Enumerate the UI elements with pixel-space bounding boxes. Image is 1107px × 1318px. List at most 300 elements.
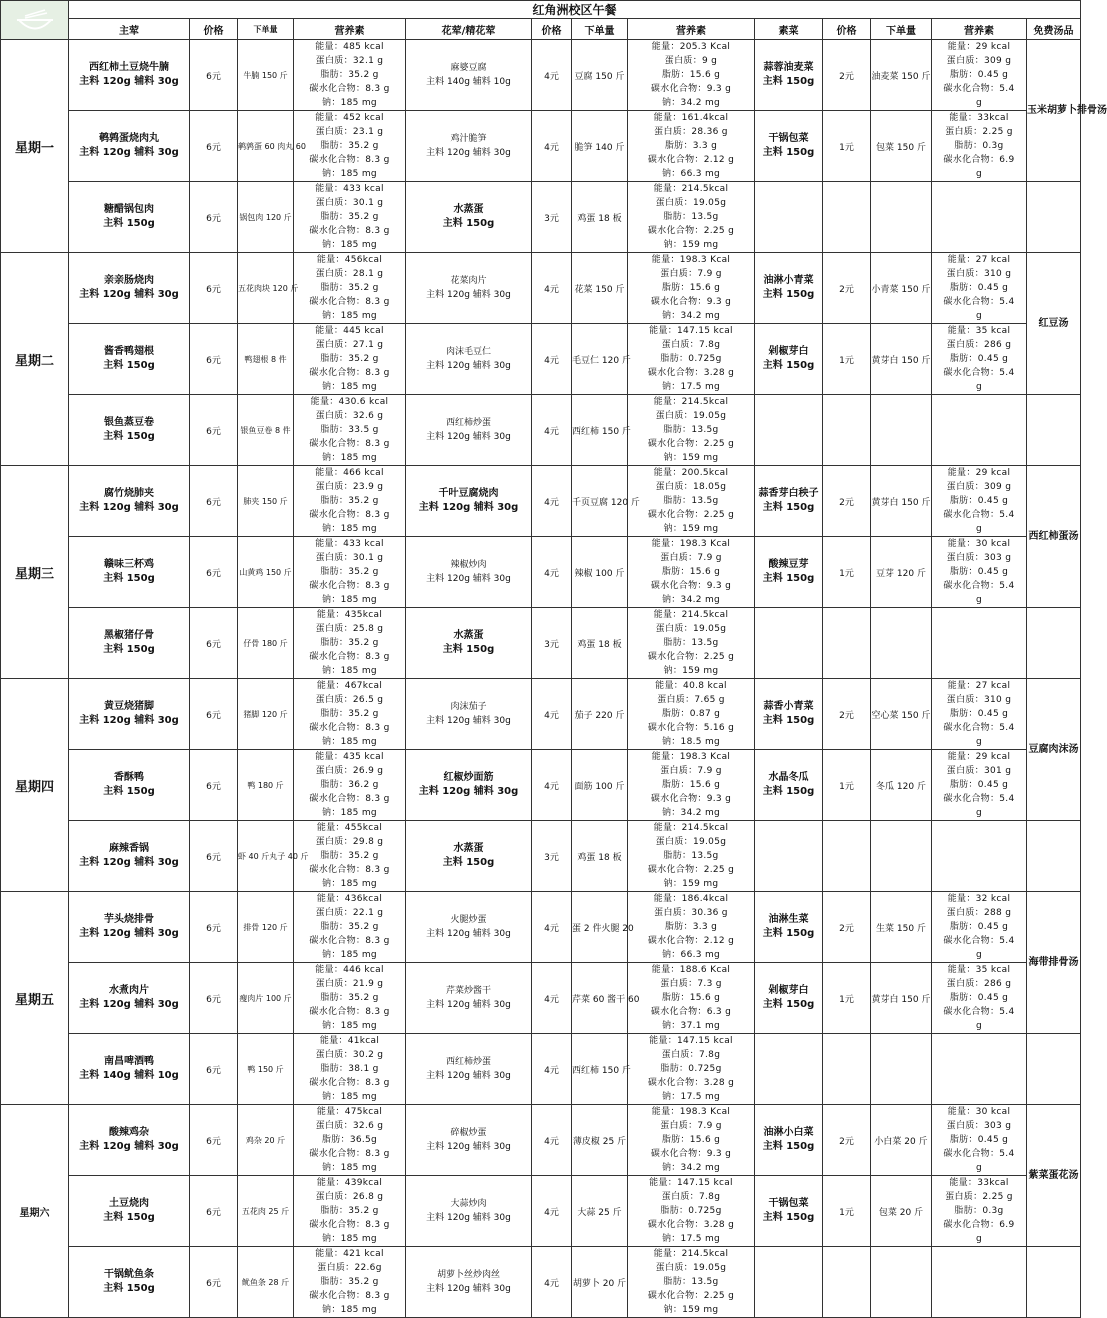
nutrition-line: 脂肪：35.2 g	[320, 354, 379, 364]
main-nutrition	[294, 537, 406, 608]
dish-portion: 主料 150g	[762, 786, 815, 797]
nutrition-line: 碳水化合物：2.25 g	[647, 226, 735, 236]
dish-name: 腐竹烧肺夹	[104, 488, 154, 499]
main-order-qty: 锅包肉 120 斤	[238, 182, 294, 253]
table-row	[1, 963, 1081, 1034]
side-price: 4元	[532, 963, 572, 1034]
side-dish	[406, 679, 532, 750]
table-row	[1, 608, 1081, 679]
veg-nutrition	[932, 324, 1027, 395]
free-soup-empty	[1027, 1034, 1081, 1105]
nutrition-line: 钠：159 mg	[663, 240, 719, 250]
dish-portion: 主料 120g 辅料 30g	[426, 432, 511, 442]
main-dish	[69, 182, 190, 253]
side-price: 3元	[532, 821, 572, 892]
main-nutrition	[294, 750, 406, 821]
nutrition-line: 脂肪：15.6 g	[661, 70, 721, 80]
main-nutrition	[294, 608, 406, 679]
veg-order-qty: 黄芽白 150 斤	[871, 963, 932, 1034]
nutrition-line: g	[975, 1234, 982, 1244]
nutrition-line: 钠：18.5 mg	[661, 737, 721, 747]
nutrition-line: 钠：159 mg	[663, 453, 719, 463]
nutrition-line: 脂肪：0.45 g	[949, 567, 1009, 577]
veg-price: 1元	[823, 750, 871, 821]
side-dish	[406, 537, 532, 608]
main-order-qty: 鸡杂 20 斤	[238, 1105, 294, 1176]
nutrition-line: 脂肪：0.45 g	[949, 780, 1009, 790]
veg-nutrition	[932, 608, 1027, 679]
dish-name: 西红柿炒蛋	[445, 418, 491, 428]
side-order-qty: 薄皮椒 25 斤	[572, 1105, 628, 1176]
main-price: 6元	[190, 1034, 238, 1105]
main-nutrition	[294, 1034, 406, 1105]
nutrition-line: 蛋白质：32.6 g	[315, 411, 384, 421]
nutrition-line: 钠：66.3 mg	[661, 169, 721, 179]
free-soup: 豆腐肉沫汤	[1027, 679, 1081, 821]
veg-nutrition	[932, 750, 1027, 821]
veg-price: 2元	[823, 892, 871, 963]
nutrition-line: 蛋白质：7.8g	[661, 1192, 721, 1202]
main-order-qty: 山黄鸡 150 斤	[238, 537, 294, 608]
dish-name: 蒜香芽白秧子	[758, 488, 819, 499]
side-price: 4元	[532, 892, 572, 963]
dish-portion: 主料 150g	[103, 218, 155, 229]
nutrition-line: 脂肪：0.45 g	[949, 354, 1009, 364]
nutrition-line: g	[975, 595, 982, 605]
main-price: 6元	[190, 821, 238, 892]
nutrition-line: 碳水化合物：3.28 g	[647, 1220, 735, 1230]
dish-portion: 主料 120g 辅料 30g	[426, 574, 511, 584]
side-order-qty: 面筋 100 斤	[572, 750, 628, 821]
veg-price: 1元	[823, 324, 871, 395]
veg-nutrition	[932, 892, 1027, 963]
nutrition-line: 能量：205.3 Kcal	[651, 42, 731, 52]
side-order-qty: 胡萝卜 20 斤	[572, 1247, 628, 1318]
dish-name: 辣椒炒肉	[450, 560, 487, 570]
dish-name: 赣味三杯鸡	[104, 559, 154, 570]
veg-price: 2元	[823, 1105, 871, 1176]
nutrition-line: 蛋白质：25.8 g	[315, 624, 384, 634]
nutrition-line: 蛋白质：28.36 g	[654, 127, 728, 137]
side-nutrition	[628, 111, 755, 182]
dish-name: 火腿炒蛋	[450, 915, 487, 925]
dish-portion: 主料 120g 辅料 30g	[79, 999, 179, 1010]
nutrition-line: 蛋白质：2.25 g	[945, 1192, 1013, 1202]
table-row	[1, 40, 1081, 111]
nutrition-line: 蛋白质：286 g	[946, 979, 1012, 989]
nutrition-line: 能量：188.6 Kcal	[651, 965, 731, 975]
nutrition-line: 蛋白质：30.1 g	[315, 553, 384, 563]
nutrition-line: 蛋白质：32.1 g	[315, 56, 384, 66]
nutrition-line: 能量：147.15 kcal	[649, 1036, 733, 1046]
nutrition-line: 脂肪：35.2 g	[320, 70, 379, 80]
nutrition-line: 蛋白质：7.9 g	[660, 553, 722, 563]
nutrition-line: 碳水化合物：8.3 g	[309, 155, 390, 165]
nutrition-line: 能量：466 kcal	[315, 468, 384, 478]
header-nutrition: 营养素	[294, 19, 406, 40]
day-label: 星期六	[1, 1105, 69, 1318]
dish-name: 西红柿土豆烧牛腩	[89, 62, 169, 73]
side-nutrition	[628, 750, 755, 821]
table-row	[1, 1105, 1081, 1176]
nutrition-line: 能量：467kcal	[316, 681, 383, 691]
main-order-qty: 鸭 180 斤	[238, 750, 294, 821]
dish-portion: 主料 120g 辅料 30g	[418, 786, 519, 797]
dish-name: 剁椒芽白	[768, 985, 809, 996]
side-nutrition	[628, 892, 755, 963]
nutrition-line: 蛋白质：29.8 g	[315, 837, 384, 847]
header-nutrition: 营养素	[932, 19, 1027, 40]
main-dish	[69, 395, 190, 466]
main-nutrition	[294, 40, 406, 111]
side-order-qty: 鸡蛋 18 板	[572, 182, 628, 253]
veg-dish	[755, 395, 823, 466]
nutrition-line: 碳水化合物：8.3 g	[309, 226, 390, 236]
nutrition-line: 钠：185 mg	[322, 1234, 377, 1244]
dish-portion: 主料 120g 辅料 30g	[426, 929, 511, 939]
nutrition-line: g	[975, 524, 982, 534]
main-order-qty: 鸭翅根 8 件	[238, 324, 294, 395]
nutrition-line: 能量：456kcal	[316, 255, 383, 265]
nutrition-line: 碳水化合物：6.9	[943, 1220, 1015, 1230]
main-price: 6元	[190, 182, 238, 253]
nutrition-line: 蛋白质：7.9 g	[660, 269, 722, 279]
nutrition-line: 能量：475kcal	[316, 1107, 383, 1117]
header-nutrition: 营养素	[628, 19, 755, 40]
main-price: 6元	[190, 679, 238, 750]
dish-name: 肉沫茄子	[450, 702, 487, 712]
veg-order-qty: 包菜 150 斤	[871, 111, 932, 182]
side-order-qty: 茄子 220 斤	[572, 679, 628, 750]
table-row	[1, 537, 1081, 608]
nutrition-line: 碳水化合物：9.3 g	[650, 794, 732, 804]
header-price: 价格	[190, 19, 238, 40]
side-price: 4元	[532, 679, 572, 750]
veg-dish	[755, 466, 823, 537]
nutrition-line: 蛋白质：21.9 g	[315, 979, 384, 989]
nutrition-line: 能量：452 kcal	[315, 113, 384, 123]
nutrition-line: 能量：435 kcal	[315, 752, 384, 762]
nutrition-line: 蛋白质：19.05g	[655, 411, 727, 421]
nutrition-line: 能量：27 kcal	[947, 681, 1011, 691]
dish-name: 麻婆豆腐	[450, 63, 487, 73]
dish-portion: 主料 150g	[762, 1141, 815, 1152]
veg-order-qty	[871, 395, 932, 466]
dish-name: 鹌鹑蛋烧肉丸	[99, 133, 159, 144]
nutrition-line: 能量：147.15 kcal	[649, 1178, 733, 1188]
nutrition-line: 能量：455kcal	[316, 823, 383, 833]
nutrition-line: 脂肪：0.3g	[954, 141, 1004, 151]
dish-portion: 主料 150g	[762, 715, 815, 726]
main-order-qty: 排骨 120 斤	[238, 892, 294, 963]
main-nutrition	[294, 1176, 406, 1247]
dish-name: 花菜肉片	[450, 276, 487, 286]
nutrition-line: 能量：35 kcal	[947, 326, 1011, 336]
side-nutrition	[628, 253, 755, 324]
side-order-qty: 蛋 2 件火腿 20	[572, 892, 628, 963]
main-price: 6元	[190, 466, 238, 537]
main-dish	[69, 1105, 190, 1176]
nutrition-line: g	[975, 950, 982, 960]
dish-name: 剁椒芽白	[768, 346, 809, 357]
main-nutrition	[294, 324, 406, 395]
side-nutrition	[628, 608, 755, 679]
nutrition-line: 碳水化合物：8.3 g	[309, 936, 390, 946]
day-label: 星期四	[1, 679, 69, 892]
nutrition-line: 碳水化合物：5.4	[943, 723, 1015, 733]
dish-portion: 主料 150g	[103, 431, 155, 442]
nutrition-line: 蛋白质：7.8g	[661, 1050, 721, 1060]
nutrition-line: 碳水化合物：2.12 g	[647, 936, 735, 946]
nutrition-line: 脂肪：15.6 g	[661, 993, 721, 1003]
table-row	[1, 892, 1081, 963]
nutrition-line: 钠：159 mg	[663, 666, 719, 676]
veg-dish	[755, 1034, 823, 1105]
nutrition-line: 钠：17.5 mg	[661, 1234, 721, 1244]
nutrition-line: 钠：185 mg	[322, 524, 377, 534]
nutrition-line: 脂肪：0.725g	[660, 354, 722, 364]
nutrition-line: 能量：436kcal	[316, 894, 383, 904]
table-row	[1, 821, 1081, 892]
dish-portion: 主料 120g 辅料 30g	[79, 289, 179, 300]
nutrition-line: g	[975, 808, 982, 818]
nutrition-line: 脂肪：35.2 g	[320, 141, 379, 151]
nutrition-line: 碳水化合物：5.4	[943, 297, 1015, 307]
nutrition-line: 碳水化合物：9.3 g	[650, 297, 732, 307]
side-order-qty: 芹菜 60 酱干 60	[572, 963, 628, 1034]
dish-name: 碎椒炒蛋	[450, 1128, 487, 1138]
side-order-qty: 西红柿 150 斤	[572, 395, 628, 466]
veg-order-qty	[871, 1247, 932, 1318]
nutrition-line: 蛋白质：7.65 g	[657, 695, 725, 705]
main-dish	[69, 40, 190, 111]
side-order-qty: 鸡蛋 18 板	[572, 608, 628, 679]
side-price: 4元	[532, 40, 572, 111]
nutrition-line: 脂肪：36.2 g	[320, 780, 379, 790]
side-dish	[406, 963, 532, 1034]
side-order-qty: 脆笋 140 斤	[572, 111, 628, 182]
veg-nutrition	[932, 1247, 1027, 1318]
main-price: 6元	[190, 608, 238, 679]
nutrition-line: 碳水化合物：8.3 g	[309, 1078, 390, 1088]
dish-portion: 主料 120g 辅料 30g	[79, 76, 179, 87]
nutrition-line: 蛋白质：19.05g	[655, 198, 727, 208]
nutrition-line: 脂肪：0.3g	[954, 1206, 1004, 1216]
side-nutrition	[628, 395, 755, 466]
veg-order-qty	[871, 821, 932, 892]
nutrition-line: 碳水化合物：8.3 g	[309, 510, 390, 520]
veg-nutrition	[932, 679, 1027, 750]
side-order-qty: 鸡蛋 18 板	[572, 821, 628, 892]
nutrition-line: 能量：147.15 kcal	[649, 326, 733, 336]
main-order-qty: 猪脚 120 斤	[238, 679, 294, 750]
nutrition-line: 钠：34.2 mg	[661, 311, 721, 321]
nutrition-line: 钠：185 mg	[322, 595, 377, 605]
main-price: 6元	[190, 324, 238, 395]
main-order-qty: 银鱼豆卷 8 件	[238, 395, 294, 466]
veg-dish	[755, 324, 823, 395]
main-order-qty: 仔骨 180 斤	[238, 608, 294, 679]
nutrition-line: 钠：17.5 mg	[661, 1092, 721, 1102]
nutrition-line: 脂肪：13.5g	[663, 1277, 719, 1287]
dish-portion: 主料 120g 辅料 30g	[426, 148, 511, 158]
header-soup: 免费汤品	[1027, 19, 1081, 40]
main-nutrition	[294, 1105, 406, 1176]
nutrition-line: 蛋白质：27.1 g	[315, 340, 384, 350]
dish-name: 油淋生菜	[768, 914, 809, 925]
dish-portion: 主料 120g 辅料 30g	[79, 1141, 179, 1152]
nutrition-line: g	[975, 169, 982, 179]
main-order-qty: 牛腩 150 斤	[238, 40, 294, 111]
nutrition-line: 脂肪：0.45 g	[949, 709, 1009, 719]
nutrition-line: 碳水化合物：2.25 g	[647, 865, 735, 875]
nutrition-line: 能量：29 kcal	[947, 468, 1011, 478]
main-dish	[69, 1034, 190, 1105]
dish-portion: 主料 120g 辅料 30g	[79, 502, 179, 513]
nutrition-line: 蛋白质：309 g	[946, 56, 1012, 66]
main-price: 6元	[190, 1247, 238, 1318]
side-dish	[406, 821, 532, 892]
nutrition-line: 能量：29 kcal	[947, 42, 1011, 52]
dish-portion: 主料 150g	[103, 360, 155, 371]
nutrition-line: 脂肪：0.725g	[660, 1206, 722, 1216]
veg-price	[823, 1247, 871, 1318]
nutrition-line: 钠：185 mg	[322, 1305, 377, 1315]
dish-portion: 主料 140g 辅料 10g	[79, 1070, 179, 1081]
main-order-qty: 鸭 150 斤	[238, 1034, 294, 1105]
free-soup-empty	[1027, 821, 1081, 892]
nutrition-line: 脂肪：13.5g	[663, 638, 719, 648]
nutrition-line: 钠：34.2 mg	[661, 1163, 721, 1173]
dish-portion: 主料 150g	[762, 928, 815, 939]
page-title: 红角洲校区午餐	[69, 1, 1081, 19]
side-dish	[406, 395, 532, 466]
nutrition-line: 能量：186.4kcal	[653, 894, 729, 904]
veg-nutrition	[932, 1176, 1027, 1247]
nutrition-line: 脂肪：13.5g	[663, 425, 719, 435]
dish-name: 油淋小白菜	[763, 1127, 814, 1138]
nutrition-line: g	[975, 311, 982, 321]
dish-portion: 主料 150g	[442, 218, 495, 229]
nutrition-line: 钠：185 mg	[322, 950, 377, 960]
veg-order-qty: 油麦菜 150 斤	[871, 40, 932, 111]
nutrition-line: 碳水化合物：5.4	[943, 368, 1015, 378]
side-price: 4元	[532, 111, 572, 182]
side-dish	[406, 892, 532, 963]
nutrition-line: 能量：198.3 Kcal	[651, 752, 731, 762]
main-dish	[69, 253, 190, 324]
table-row	[1, 253, 1081, 324]
nutrition-line: 脂肪：35.2 g	[320, 922, 379, 932]
nutrition-line: 碳水化合物：8.3 g	[309, 652, 390, 662]
nutrition-line: 蛋白质：22.6g	[317, 1263, 382, 1273]
nutrition-line: 蛋白质：30.36 g	[654, 908, 728, 918]
veg-order-qty: 小青菜 150 斤	[871, 253, 932, 324]
nutrition-line: g	[975, 382, 982, 392]
nutrition-line: 碳水化合物：8.3 g	[309, 439, 390, 449]
table-row	[1, 1034, 1081, 1105]
dish-name: 油淋小青菜	[763, 275, 814, 286]
veg-price: 2元	[823, 40, 871, 111]
nutrition-line: 能量：214.5kcal	[653, 1249, 729, 1259]
side-price: 3元	[532, 608, 572, 679]
nutrition-line: 碳水化合物：5.16 g	[647, 723, 735, 733]
main-dish	[69, 324, 190, 395]
nutrition-line: 碳水化合物：5.4	[943, 936, 1015, 946]
side-price: 4元	[532, 466, 572, 537]
veg-price: 2元	[823, 679, 871, 750]
veg-dish	[755, 892, 823, 963]
bowl-icon	[15, 7, 55, 33]
nutrition-line: 蛋白质：310 g	[946, 269, 1012, 279]
side-price: 4元	[532, 1034, 572, 1105]
nutrition-line: 钠：185 mg	[322, 169, 377, 179]
nutrition-line: 能量：30 kcal	[947, 1107, 1011, 1117]
veg-dish	[755, 963, 823, 1034]
day-label: 星期五	[1, 892, 69, 1105]
nutrition-line: 能量：41kcal	[319, 1036, 380, 1046]
side-nutrition	[628, 963, 755, 1034]
nutrition-line: 脂肪：35.2 g	[320, 212, 379, 222]
veg-dish	[755, 608, 823, 679]
side-dish	[406, 182, 532, 253]
side-price: 4元	[532, 1247, 572, 1318]
side-nutrition	[628, 466, 755, 537]
veg-price	[823, 821, 871, 892]
dish-name: 香酥鸭	[114, 772, 144, 783]
main-price: 6元	[190, 892, 238, 963]
dish-portion: 主料 120g 辅料 30g	[426, 1142, 511, 1152]
veg-order-qty: 小白菜 20 斤	[871, 1105, 932, 1176]
day-label: 星期二	[1, 253, 69, 466]
side-dish	[406, 1034, 532, 1105]
veg-dish	[755, 182, 823, 253]
nutrition-line: 碳水化合物：9.3 g	[650, 84, 732, 94]
main-nutrition	[294, 679, 406, 750]
nutrition-line: 能量：33kcal	[949, 1178, 1009, 1188]
nutrition-line: 碳水化合物：5.4	[943, 1149, 1015, 1159]
nutrition-line: 碳水化合物：2.25 g	[647, 1291, 735, 1301]
nutrition-line: 脂肪：35.2 g	[320, 1277, 379, 1287]
side-nutrition	[628, 40, 755, 111]
nutrition-line: 钠：185 mg	[322, 453, 377, 463]
nutrition-line: 蛋白质：7.9 g	[660, 1121, 722, 1131]
free-soup: 紫菜蛋花汤	[1027, 1105, 1081, 1247]
nutrition-line: 碳水化合物：8.3 g	[309, 84, 390, 94]
nutrition-line: 蛋白质：26.8 g	[315, 1192, 384, 1202]
nutrition-line: 碳水化合物：2.25 g	[647, 439, 735, 449]
nutrition-line: g	[975, 737, 982, 747]
dish-name: 西红柿炒蛋	[445, 1057, 491, 1067]
nutrition-line: 脂肪：13.5g	[663, 851, 719, 861]
nutrition-line: 脂肪：36.5g	[321, 1135, 378, 1145]
dish-name: 鸡汁脆笋	[450, 134, 487, 144]
veg-price	[823, 395, 871, 466]
nutrition-line: 能量：33kcal	[949, 113, 1009, 123]
nutrition-line: 蛋白质：18.05g	[655, 482, 727, 492]
main-price: 6元	[190, 537, 238, 608]
header-price: 价格	[823, 19, 871, 40]
nutrition-line: 脂肪：15.6 g	[661, 780, 721, 790]
nutrition-line: 脂肪：0.45 g	[949, 496, 1009, 506]
veg-nutrition	[932, 963, 1027, 1034]
veg-order-qty: 生菜 150 斤	[871, 892, 932, 963]
table-row	[1, 1176, 1081, 1247]
side-nutrition	[628, 1176, 755, 1247]
side-order-qty: 豆腐 150 斤	[572, 40, 628, 111]
nutrition-line: 蛋白质：7.9 g	[660, 766, 722, 776]
dish-portion: 主料 150g	[442, 857, 495, 868]
